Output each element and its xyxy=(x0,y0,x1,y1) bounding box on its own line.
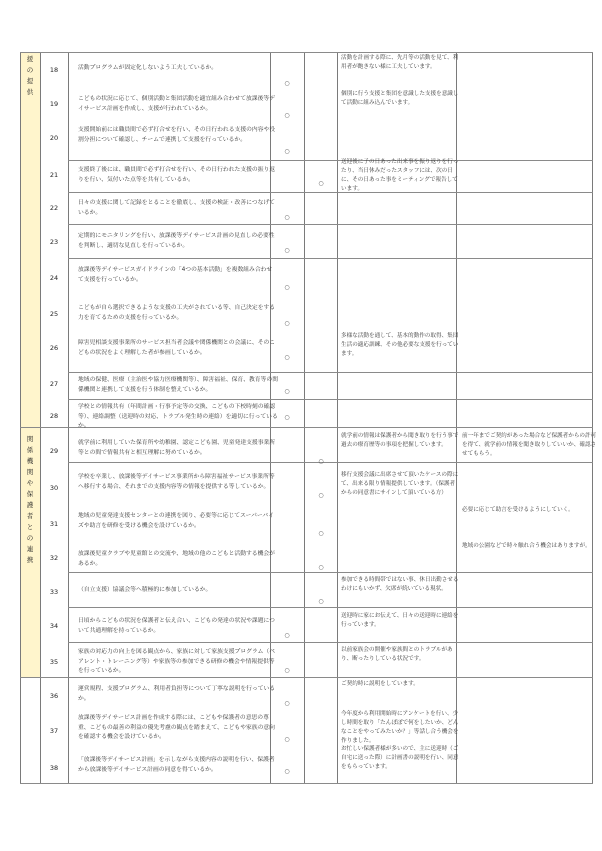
remark-text: 今年度から利用開始時にアンケートを行い、少し時間を取り「たんぽぽで何をしたいか、どんなことをやってみたいか？」等話し合う機会を作りました。 xyxy=(341,711,459,744)
question-text: 運営規程、支援プログラム、利用者負担等について丁寧な説明を行っているか。 xyxy=(78,686,276,702)
partial-mark: ○ xyxy=(318,458,324,465)
question-text: 障害児相談支援事業所のサービス担当者会議や関係機関との会議に、そのこどもの状況をよく理解した者が参画しているか。 xyxy=(78,340,276,356)
col-line-0 xyxy=(20,52,21,783)
col-line-7 xyxy=(592,52,593,783)
improvement-text: 地域の公園などで時々触れ合う機会はありますが。 xyxy=(462,543,591,549)
row-line xyxy=(20,677,593,678)
row-line xyxy=(68,572,593,573)
section-label-support-provision: 援 の 提 供 xyxy=(26,55,34,96)
row-line xyxy=(68,399,593,400)
remark-text: 活動を計画する際に、先月等の活動を見て、利用者が飽きない様に工夫しています。 xyxy=(341,55,459,70)
remark-text: 送迎後に子の日あった出来事を振り返りを行ったり、当日休みだったスタッフには、次の日に、その日あった事をミーティングで報告しています。 xyxy=(341,159,459,192)
row-line xyxy=(68,642,593,643)
question-text: 放課後等デイサービス計画を作成する際には、こどもや保護者の意思の尊重、こどもの最善の利益の優先考慮の観点を踏まえて、こどもや家族の意向を確認する機会を設けているか。 xyxy=(78,715,275,740)
partial-mark: ○ xyxy=(318,180,324,187)
remark-text: 個別に行う支援と集団を意識した支援を意識して活動に組み込んでいます。 xyxy=(341,91,459,106)
remark-text: 参加できる時間帯ではない事、休日出勤させるわけにもいかず、欠席が続いている現状。 xyxy=(341,577,459,592)
section-support-provision-bg xyxy=(20,52,40,427)
row-number: 22 xyxy=(49,204,59,212)
question-text: 就学前に利用していた保育所や幼稚園、認定こども園、児童発達支援事業所等との間で情報共有と相互理解に努めているか。 xyxy=(78,440,276,456)
yes-mark: ○ xyxy=(284,214,290,221)
question-text: 日頃からこどもの状況を保護者と伝え合い、こどもの発達の状況や課題について共通理解を持っているか。 xyxy=(78,618,275,634)
question-text: 地域の保健、医療（主治医や協力医療機関等）、障害福祉、保育、教育等の関係機関と連携して支援を行う体制を整えているか。 xyxy=(78,377,278,393)
row-number: 20 xyxy=(49,134,59,142)
col-line-4 xyxy=(304,52,305,783)
improvement-text: 必要に応じて助言を受けるようにしていく。 xyxy=(462,507,574,513)
yes-mark: ○ xyxy=(284,736,290,743)
question-text: 放課後児童クラブや児童館との交流や、地域の他のこどもと活動する機会があるか。 xyxy=(78,551,275,567)
question-text: 学校を卒業し、放課後等デイサービス事業所から障害福祉サービス事業所等へ移行する場合、それまでの支援内容等の情報を提供する等しているか。 xyxy=(78,474,275,490)
partial-mark: ○ xyxy=(318,492,324,499)
row-number: 18 xyxy=(49,66,59,74)
yes-mark: ○ xyxy=(284,354,290,361)
row-number: 37 xyxy=(49,727,59,735)
row-number: 30 xyxy=(49,484,59,492)
yes-mark: ○ xyxy=(284,284,290,291)
yes-mark: ○ xyxy=(284,388,290,395)
row-number: 32 xyxy=(49,554,59,562)
question-text: （自立支援）協議会等へ積極的に参加しているか。 xyxy=(78,587,212,593)
yes-mark: ○ xyxy=(284,148,290,155)
question-text: 定期的にモニタリングを行い、放課後等デイサービス計画の見直しの必要性を判断し、適切な見直しを行っているか。 xyxy=(78,233,275,249)
row-number: 28 xyxy=(49,412,59,420)
row-number: 21 xyxy=(49,171,59,179)
partial-mark: ○ xyxy=(318,598,324,605)
remark-text: ご契約時に説明をしています。 xyxy=(341,681,419,687)
row-line xyxy=(20,52,593,53)
yes-mark: ○ xyxy=(284,80,290,87)
row-number: 27 xyxy=(49,380,59,388)
col-line-2 xyxy=(68,52,69,783)
question-text: 活動プログラムが固定化しないよう工夫しているか。 xyxy=(78,65,218,71)
improvement-text: 前一年までご契約があった場合など保護者からの許可を得て、就学前の情報を聞き取りしていいか、確認させてもらう。 xyxy=(462,433,597,457)
row-number: 38 xyxy=(49,764,59,772)
remark-text: 以前家族会の開催や家族間とのトラブルがあり、断ったりしている状況です。 xyxy=(341,647,453,662)
yes-mark: ○ xyxy=(284,667,290,674)
remark-text: 多様な活動を通して、基本的動作の取得、集団生活の適応訓練、その他必要な支援を行っています。 xyxy=(341,333,459,357)
question-text: こどもの状況に応じて、個別活動と集団活動を適宜組み合わせて放課後等デイサービス計画を作成し、支援が行われているか。 xyxy=(78,96,275,112)
row-number: 24 xyxy=(49,274,59,282)
remark-text: お忙しい保護者様が多いので、主に送迎時（ご自宅に送った際）に計画書の説明を行い、同意をもらっています。 xyxy=(341,746,459,770)
row-line xyxy=(68,192,593,193)
question-text: 地域の児童発達支援センターとの連携を図り、必要等に応じてスーパーバイズや助言を研修を受ける機会を設けているか。 xyxy=(78,513,274,529)
row-line xyxy=(68,258,593,259)
row-number: 31 xyxy=(49,520,59,528)
remark-text: 移行支援会議に出席させて頂いたケースの際にて、出来る限り情報提供しています。（保護者からの同意書にサインして頂いている方） xyxy=(341,472,459,496)
yes-mark: ○ xyxy=(284,768,290,775)
row-number: 29 xyxy=(49,447,59,455)
row-line xyxy=(20,783,593,784)
yes-mark: ○ xyxy=(284,632,290,639)
question-text: 日々の支援に関して記録をとることを徹底し、支援の検証・改善につなげているか。 xyxy=(78,200,275,216)
question-text: 学校との情報共有（年間計画・行事予定等の交換、こどもの下校時刻の確認等）、連絡調整（送迎時の対応、トラブル発生時の連絡）を適切に行っているか。 xyxy=(78,404,278,429)
remark-text: 送迎時に家にお伝えて、日々の送迎時に連絡を行っています。 xyxy=(341,613,459,628)
row-line xyxy=(68,224,593,225)
row-number: 23 xyxy=(49,238,59,246)
yes-mark: ○ xyxy=(284,112,290,119)
evaluation-table xyxy=(20,52,597,783)
yes-mark: ○ xyxy=(284,247,290,254)
question-text: こどもが自ら選択できるような支援の工夫がされている等、自己決定をする力を育てるための支援を行っているか。 xyxy=(78,305,276,321)
remark-text: 就学前の情報は保護者から聞き取りを行う事で過去の療育歴等の事項を把握しています。 xyxy=(341,433,459,448)
row-number: 35 xyxy=(49,658,59,666)
row-line xyxy=(68,160,593,161)
row-line xyxy=(68,372,593,373)
question-text: 「放課後等デイサービス計画」を示しながら支援内容の説明を行い、保護者から放課後等デイサービス計画の同意を得ているか。 xyxy=(78,757,275,773)
yes-mark: ○ xyxy=(284,700,290,707)
row-line xyxy=(68,607,593,608)
row-number: 25 xyxy=(49,310,59,318)
question-text: 放課後等デイサービスガイドラインの「4つの基本活動」を複数組み合わせて支援を行っているか。 xyxy=(78,267,273,283)
question-text: 家族の対応力の向上を図る観点から、家族に対して家族支援プログラム（ペアレント・トレーニング等）や家族等の参加できる研修の機会や情報提供等を行っているか。 xyxy=(78,649,276,674)
row-number: 19 xyxy=(49,100,59,108)
row-number: 26 xyxy=(49,344,59,352)
yes-mark: ○ xyxy=(284,414,290,421)
question-text: 支援開始前には職員間で必ず打合せを行い、その日行われる支援の内容や役割分担について確認し、チームで連携して支援を行っているか。 xyxy=(78,127,276,143)
section-label-related-agencies: 関 係 機 関 や 保 護 者 と の 連 携 xyxy=(26,435,34,564)
question-text: 支援終了後には、職員間で必ず打合せを行い、その日行われた支援の振り返りを行い、気付いた点等を共有しているか。 xyxy=(78,167,276,183)
yes-mark: ○ xyxy=(284,320,290,327)
partial-mark: ○ xyxy=(318,564,324,571)
row-number: 36 xyxy=(49,692,59,700)
row-number: 33 xyxy=(49,588,59,596)
section-guardian-bg xyxy=(20,677,40,783)
partial-mark: ○ xyxy=(318,530,324,537)
row-number: 34 xyxy=(49,622,59,630)
